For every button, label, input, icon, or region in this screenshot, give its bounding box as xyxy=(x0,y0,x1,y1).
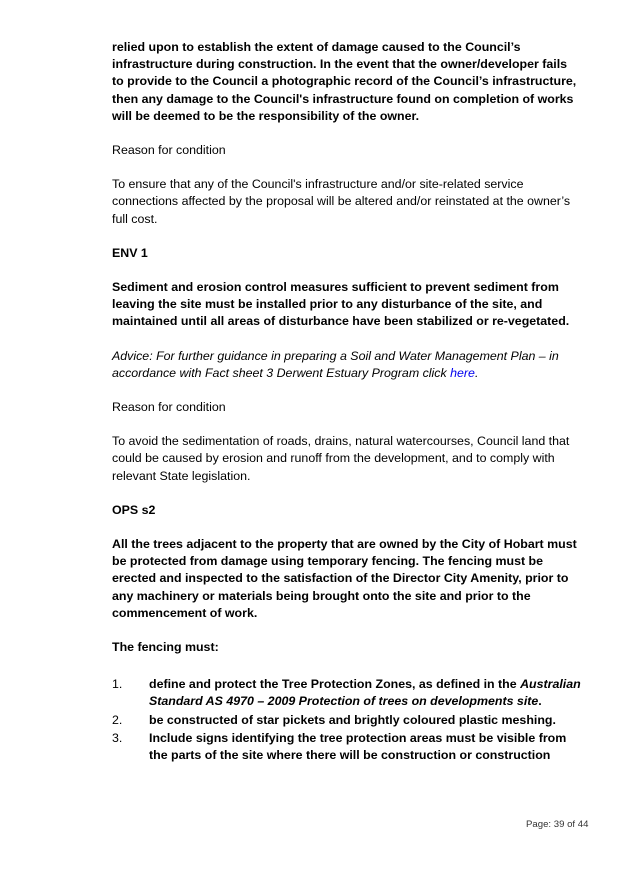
standard-title: Australian Standard AS 4970 – 2009 Protection of trees on developments site xyxy=(149,677,581,709)
list-text: be constructed of star pickets and brightly coloured plastic meshing. xyxy=(149,712,556,727)
ops-heading: OPS s2 xyxy=(112,502,156,517)
here-link[interactable]: here xyxy=(450,365,475,380)
list-item xyxy=(112,676,582,710)
list-number: 1. xyxy=(112,677,123,692)
reason-label-2: Reason for condition xyxy=(112,400,226,415)
advice-end: . xyxy=(474,365,479,380)
list-text-end: . xyxy=(538,694,542,709)
list-text: Include signs identifying the tree protection areas must be visible from the parts of the site where there will be construction or construction xyxy=(149,730,567,763)
list-text-main: define and protect the Tree Protection Zones, as defined in the xyxy=(149,677,521,692)
reason-text-1: To ensure that any of the Council's infrastructure and/or site-related service connections affected by the proposal will be altered and/or reinstated at the owner’s full cost. xyxy=(112,177,571,226)
list-text xyxy=(149,676,582,710)
page-number: Page: 39 of 44 xyxy=(526,819,589,830)
fencing-list xyxy=(112,676,582,764)
list-number: 2. xyxy=(112,712,123,727)
list-item xyxy=(112,712,582,729)
env1-advice xyxy=(112,348,582,382)
list-item xyxy=(112,730,582,764)
advice-text: Advice: For further guidance in preparing a Soil and Water Management Plan – in accordance with Fact sheet 3 Derwent Estuary Program click xyxy=(112,348,559,380)
ops-body: All the trees adjacent to the property that are owned by the City of Hobart must be protected from damage using temporary fencing. The fencing must be erected and inspected to the satisfaction of the Director City Amenity, prior to any machinery or materials being brought onto the site and prior to the commencement of work. xyxy=(112,537,577,620)
env1-heading: ENV 1 xyxy=(112,245,148,260)
damage-paragraph: relied upon to establish the extent of damage caused to the Council’s infrastructure during construction. In the event that the owner/developer fails to provide to the Council a photographic record of the Council’s infrastructure, then any damage to the Council's infrastructure found on completion of works will be deemed to be the responsibility of the owner. xyxy=(112,40,577,123)
reason-text-2: To avoid the sedimentation of roads, drains, natural watercourses, Council land that could be caused by erosion and runoff from the development, and to comply with relevant State legislation. xyxy=(112,434,570,483)
env1-body: Sediment and erosion control measures sufficient to prevent sediment from leaving the site must be installed prior to any disturbance of the site, and maintained until all areas of disturbance have been stabilized or re-vegetated. xyxy=(112,280,570,329)
fencing-intro: The fencing must: xyxy=(112,640,219,655)
reason-label-1: Reason for condition xyxy=(112,143,226,158)
document-page xyxy=(112,39,582,765)
list-number: 3. xyxy=(112,730,123,745)
